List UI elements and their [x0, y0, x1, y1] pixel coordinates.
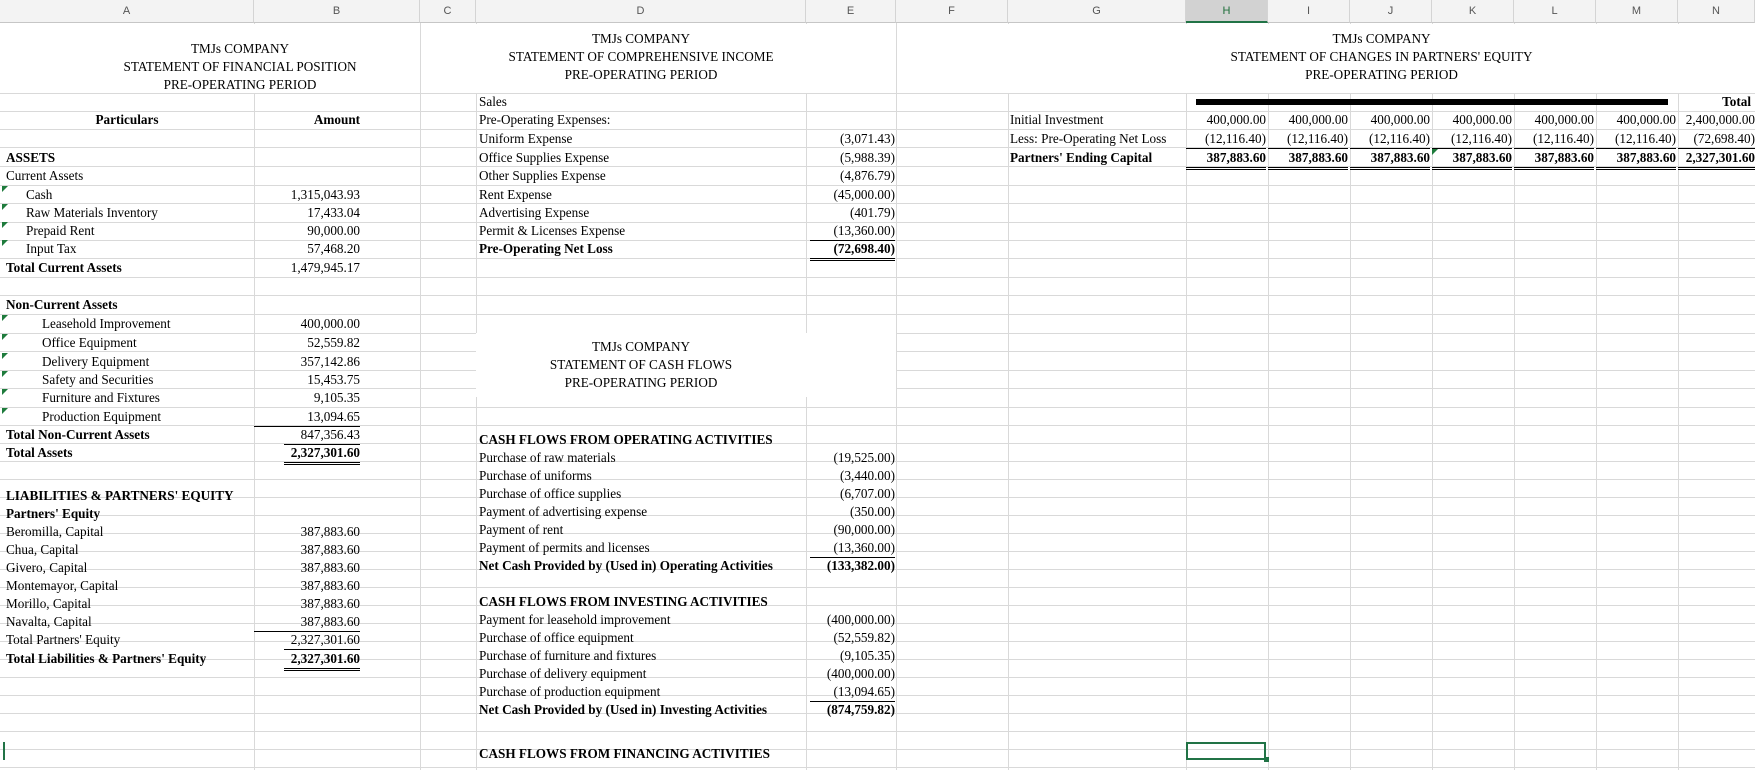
fp-current-item-label: Raw Materials Inventory: [26, 205, 158, 220]
fp-current-item-amount: 57,468.20: [307, 241, 360, 256]
fp-total-pe-label: Total Partners' Equity: [6, 632, 121, 647]
fp-capital-label: Montemayor, Capital: [6, 578, 119, 593]
column-header-b[interactable]: B: [254, 0, 420, 23]
pe-row-label: Partners' Ending Capital: [1010, 150, 1153, 165]
ci-expense-label: Permit & Licenses Expense: [479, 223, 626, 238]
pe-cell: 387,883.60: [1268, 149, 1348, 170]
cf-net-operating-amount: (133,382.00): [826, 558, 895, 573]
fp-total-le-amount: 2,327,301.60: [284, 650, 360, 671]
fp-capital-amount: 387,883.60: [300, 524, 360, 539]
error-indicator-icon: [2, 315, 8, 321]
pe-cell: 387,883.60: [1186, 149, 1266, 170]
cf-period: PRE-OPERATING PERIOD: [564, 375, 718, 390]
column-header-l[interactable]: L: [1514, 0, 1596, 23]
cf-investing-amount: (52,559.82): [833, 630, 895, 645]
pe-header-total: Total: [1722, 94, 1751, 109]
fp-current-assets-heading: Current Assets: [6, 168, 84, 183]
error-indicator-icon: [2, 334, 8, 340]
cf-operating-label: Payment of advertising expense: [479, 504, 648, 519]
fp-total-assets-amount: 2,327,301.60: [284, 444, 360, 465]
fp-noncurrent-item-label: Safety and Securities: [42, 372, 154, 387]
ci-title: STATEMENT OF COMPREHENSIVE INCOME: [508, 49, 774, 64]
cf-net-investing-label: Net Cash Provided by (Used in) Investing Activities: [479, 702, 768, 717]
cf-investing-amount: (400,000.00): [826, 612, 895, 627]
fp-noncurrent-item-amount: 13,094.65: [254, 408, 360, 427]
pe-period: PRE-OPERATING PERIOD: [1305, 67, 1458, 82]
fp-capital-amount: 387,883.60: [254, 613, 360, 632]
error-indicator-icon: [2, 222, 8, 228]
error-indicator-icon: [2, 204, 8, 210]
ci-expense-amount: (5,988.39): [840, 150, 895, 165]
cf-operating-label: Payment of permits and licenses: [479, 540, 650, 555]
fp-noncurrent-heading: Non-Current Assets: [6, 297, 118, 312]
column-header-a[interactable]: A: [0, 0, 254, 23]
pe-cell-total: (72,698.40): [1678, 130, 1755, 149]
column-header-c[interactable]: C: [420, 0, 476, 23]
column-header-i[interactable]: I: [1268, 0, 1350, 23]
fp-capital-label: Morillo, Capital: [6, 596, 91, 611]
fp-noncurrent-item-amount: 9,105.35: [313, 390, 360, 405]
pe-cell: 400,000.00: [1534, 112, 1594, 127]
cf-investing-amount: (13,094.65): [810, 683, 895, 702]
cf-financing-heading: CASH FLOWS FROM FINANCING ACTIVITIES: [479, 746, 770, 761]
column-header-g[interactable]: G: [1008, 0, 1186, 23]
gridline: [0, 731, 1755, 732]
fp-total-noncurrent-amount: 847,356.43: [284, 426, 360, 445]
ci-expense-label: Other Supplies Expense: [479, 168, 606, 183]
fp-noncurrent-item-amount: 400,000.00: [300, 316, 360, 331]
active-cell[interactable]: [1186, 742, 1266, 760]
pe-cell: (12,116.40): [1268, 130, 1348, 149]
cf-investing-amount: (400,000.00): [826, 666, 895, 681]
fp-capital-amount: 387,883.60: [300, 542, 360, 557]
pe-cell: 400,000.00: [1206, 112, 1266, 127]
column-header-f[interactable]: F: [896, 0, 1008, 23]
pe-cell: (12,116.40): [1350, 130, 1430, 149]
pe-company: TMJs COMPANY: [1332, 31, 1431, 46]
cf-operating-amount: (350.00): [849, 504, 895, 519]
fp-current-item-label: Prepaid Rent: [26, 223, 95, 238]
pe-cell: 400,000.00: [1616, 112, 1676, 127]
ci-company: TMJs COMPANY: [591, 31, 691, 46]
cf-investing-label: Payment for leasehold improvement: [479, 612, 671, 627]
cf-operating-label: Purchase of raw materials: [479, 450, 616, 465]
cf-investing-label: Purchase of delivery equipment: [479, 666, 647, 681]
fp-capital-label: Beromilla, Capital: [6, 524, 104, 539]
fp-capital-label: Chua, Capital: [6, 542, 79, 557]
cf-net-investing-amount: (874,759.82): [826, 702, 895, 717]
ci-expense-amount: (45,000.00): [833, 187, 895, 202]
cf-operating-amount: (90,000.00): [833, 522, 895, 537]
column-header-m[interactable]: M: [1596, 0, 1678, 23]
cf-operating-amount: (3,440.00): [840, 468, 895, 483]
fp-current-item-amount: 17,433.04: [307, 205, 360, 220]
fp-noncurrent-item-label: Delivery Equipment: [42, 354, 150, 369]
cf-investing-amount: (9,105.35): [840, 648, 895, 663]
pe-row-label: Initial Investment: [1010, 112, 1104, 127]
error-indicator-icon: [1432, 149, 1438, 155]
cf-operating-label: Purchase of office supplies: [479, 486, 622, 501]
fp-noncurrent-item-amount: 357,142.86: [300, 354, 360, 369]
fp-capital-label: Givero, Capital: [6, 560, 88, 575]
fp-period: PRE-OPERATING PERIOD: [163, 77, 317, 92]
error-indicator-icon: [2, 389, 8, 395]
fp-header-particulars: Particulars: [95, 112, 159, 127]
pe-cell: (12,116.40): [1432, 130, 1512, 149]
gridline: [0, 295, 1755, 296]
ci-expense-label: Office Supplies Expense: [479, 150, 610, 165]
ci-preop-expenses-label: Pre-Operating Expenses:: [479, 112, 611, 127]
gridline: [1008, 23, 1009, 770]
fp-total-current-label: Total Current Assets: [6, 260, 122, 275]
cf-operating-label: Purchase of uniforms: [479, 468, 592, 483]
fp-noncurrent-item-amount: 52,559.82: [307, 335, 360, 350]
cf-title: STATEMENT OF CASH FLOWS: [549, 357, 733, 372]
fp-capital-label: Navalta, Capital: [6, 614, 92, 629]
pe-cell: 400,000.00: [1370, 112, 1430, 127]
error-indicator-icon: [2, 371, 8, 377]
cf-operating-label: Payment of rent: [479, 522, 564, 537]
ci-sales-label: Sales: [479, 94, 507, 109]
column-header-e[interactable]: E: [806, 0, 896, 23]
fp-noncurrent-item-label: Furniture and Fixtures: [42, 390, 160, 405]
pe-row-label: Less: Pre-Operating Net Loss: [1010, 131, 1167, 146]
cf-company: TMJs COMPANY: [591, 339, 691, 354]
cf-investing-label: Purchase of office equipment: [479, 630, 634, 645]
fp-total-le-label: Total Liabilities & Partners' Equity: [6, 651, 207, 666]
gridline: [896, 23, 897, 770]
error-indicator-icon: [2, 240, 8, 246]
fp-capital-amount: 387,883.60: [300, 560, 360, 575]
column-header-k[interactable]: K: [1432, 0, 1514, 23]
cf-operating-heading: CASH FLOWS FROM OPERATING ACTIVITIES: [479, 432, 773, 447]
fp-current-item-label: Cash: [26, 187, 53, 202]
cf-operating-amount: (19,525.00): [833, 450, 895, 465]
pe-cell: 387,883.60: [1432, 149, 1512, 170]
pe-cell: (12,116.40): [1596, 130, 1676, 149]
fp-partners-equity-heading: Partners' Equity: [6, 506, 101, 521]
column-header-j[interactable]: J: [1350, 0, 1432, 23]
fp-title: STATEMENT OF FINANCIAL POSITION: [123, 59, 357, 74]
ci-net-loss-label: Pre-Operating Net Loss: [479, 241, 613, 256]
fp-company: TMJs COMPANY: [190, 41, 290, 56]
gridline: [0, 443, 1755, 444]
ci-expense-amount: (401.79): [849, 205, 895, 220]
ci-net-loss-amount: (72,698.40): [810, 240, 895, 261]
fp-current-item-amount: 90,000.00: [307, 223, 360, 238]
gridline: [0, 767, 1755, 768]
ci-expense-label: Rent Expense: [479, 187, 552, 202]
fp-total-assets-label: Total Assets: [6, 445, 73, 460]
pe-cell: (12,116.40): [1514, 130, 1594, 149]
pe-cell-total: 2,327,301.60: [1678, 149, 1755, 170]
row-selection-marker: [3, 742, 5, 760]
fp-noncurrent-item-amount: 15,453.75: [307, 372, 360, 387]
pe-cell-total: 2,400,000.00: [1685, 112, 1755, 127]
fp-capital-amount: 387,883.60: [300, 578, 360, 593]
error-indicator-icon: [2, 353, 8, 359]
cf-operating-amount: (6,707.00): [840, 486, 895, 501]
cf-operating-amount: (13,360.00): [810, 539, 895, 558]
column-header-n[interactable]: N: [1678, 0, 1755, 23]
fp-current-item-amount: 1,315,043.93: [290, 187, 360, 202]
cf-investing-label: Purchase of furniture and fixtures: [479, 648, 657, 663]
fp-total-pe-amount: 2,327,301.60: [284, 631, 360, 650]
redacted-partner-names: [1196, 99, 1668, 105]
pe-cell: (12,116.40): [1186, 130, 1266, 149]
ci-expense-amount: (4,876.79): [840, 168, 895, 183]
fp-total-noncurrent-label: Total Non-Current Assets: [6, 427, 150, 442]
ci-expense-label: Uniform Expense: [479, 131, 573, 146]
pe-cell: 387,883.60: [1350, 149, 1430, 170]
cf-investing-label: Purchase of production equipment: [479, 684, 661, 699]
error-indicator-icon: [2, 408, 8, 414]
ci-expense-amount: (13,360.00): [810, 222, 895, 241]
fp-header-amount: Amount: [313, 112, 361, 127]
ci-expense-label: Advertising Expense: [479, 205, 590, 220]
cf-net-operating-label: Net Cash Provided by (Used in) Operating Activities: [479, 558, 773, 573]
fp-current-item-label: Input Tax: [26, 241, 77, 256]
ci-period: PRE-OPERATING PERIOD: [564, 67, 718, 82]
fp-total-current-amount: 1,479,945.17: [290, 260, 360, 275]
ci-expense-amount: (3,071.43): [840, 131, 895, 146]
pe-title: STATEMENT OF CHANGES IN PARTNERS' EQUITY: [1230, 49, 1533, 64]
fp-capital-amount: 387,883.60: [300, 596, 360, 611]
fill-handle[interactable]: [1264, 757, 1269, 762]
pe-cell: 400,000.00: [1288, 112, 1348, 127]
cf-investing-heading: CASH FLOWS FROM INVESTING ACTIVITIES: [479, 594, 768, 609]
column-header-d[interactable]: D: [476, 0, 806, 23]
gridline: [0, 749, 1755, 750]
gridline: [420, 23, 421, 770]
fp-noncurrent-item-label: Production Equipment: [42, 409, 162, 424]
error-indicator-icon: [2, 186, 8, 192]
fp-assets-heading: ASSETS: [6, 150, 56, 165]
column-header-h[interactable]: H: [1186, 0, 1268, 23]
fp-noncurrent-item-label: Leasehold Improvement: [42, 316, 171, 331]
pe-cell: 400,000.00: [1452, 112, 1512, 127]
pe-cell: 387,883.60: [1596, 149, 1676, 170]
pe-cell: 387,883.60: [1514, 149, 1594, 170]
fp-liab-equity-heading: LIABILITIES & PARTNERS' EQUITY: [6, 488, 234, 503]
fp-noncurrent-item-label: Office Equipment: [42, 335, 137, 350]
gridline: [0, 277, 1755, 278]
